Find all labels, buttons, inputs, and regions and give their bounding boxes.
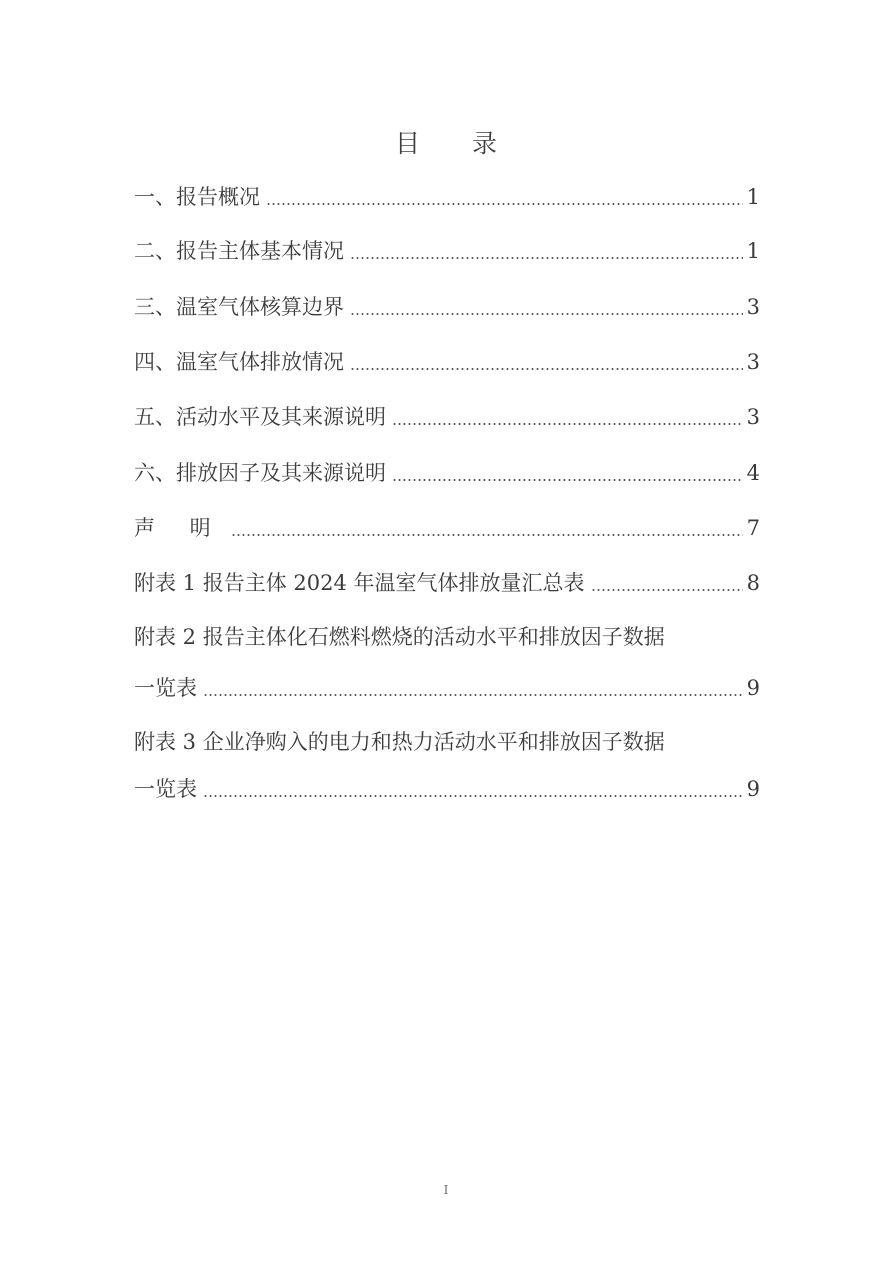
dot-leader <box>392 479 743 481</box>
toc-entry-continuation <box>134 671 760 703</box>
toc-entry-label: 六、排放因子及其来源说明 <box>134 461 386 485</box>
toc-entry-emissions[interactable] <box>134 345 760 377</box>
toc-entry-page: 4 <box>746 461 760 485</box>
toc-entry-accounting-boundary[interactable] <box>134 290 760 322</box>
toc-entry-label: 附表 2 报告主体化石燃料燃烧的活动水平和排放因子数据 <box>134 625 665 649</box>
dot-leader <box>350 257 743 259</box>
toc-entry-declaration[interactable] <box>134 511 760 543</box>
toc-entry-page: 3 <box>746 295 760 319</box>
toc-entry-label: 声 明 <box>134 516 225 540</box>
toc-entry-page: 9 <box>746 676 760 700</box>
toc-entry-label: 四、温室气体排放情况 <box>134 350 344 374</box>
dot-leader <box>231 534 743 536</box>
toc-entry-page: 7 <box>746 516 760 540</box>
toc-entry-continuation <box>134 772 760 804</box>
toc-entry-label: 一、报告概况 <box>134 185 260 209</box>
page-number: I <box>443 1183 449 1197</box>
toc-entry-report-overview[interactable] <box>134 180 760 212</box>
toc-title: 目 录 <box>395 129 519 158</box>
toc-entry-label-continued: 一览表 <box>134 777 197 801</box>
toc-entry-label-continued: 一览表 <box>134 676 197 700</box>
toc-entry-page: 1 <box>746 185 760 209</box>
dot-leader <box>392 423 743 425</box>
dot-leader <box>350 368 743 370</box>
toc-entry-label: 附表 3 企业净购入的电力和热力活动水平和排放因子数据 <box>134 730 665 754</box>
toc-entry-emission-factors[interactable] <box>134 456 760 488</box>
toc-entry-label: 附表 1 报告主体 2024 年温室气体排放量汇总表 <box>134 571 585 595</box>
toc-entry-page: 8 <box>746 571 760 595</box>
dot-leader <box>266 203 743 205</box>
toc-entry-page: 3 <box>746 405 760 429</box>
dot-leader <box>350 313 743 315</box>
toc-entry-page: 1 <box>746 239 760 263</box>
toc-entry-page: 3 <box>746 350 760 374</box>
dot-leader <box>203 694 743 696</box>
toc-entry-appendix-1[interactable] <box>134 566 760 598</box>
toc-entry-label: 三、温室气体核算边界 <box>134 295 344 319</box>
toc-entry-basic-info[interactable] <box>134 234 760 266</box>
toc-entry-activity-level[interactable] <box>134 400 760 432</box>
toc-entry-page: 9 <box>746 777 760 801</box>
dot-leader <box>591 589 743 591</box>
toc-entry-label: 二、报告主体基本情况 <box>134 239 344 263</box>
dot-leader <box>203 795 743 797</box>
toc-entry-label: 五、活动水平及其来源说明 <box>134 405 386 429</box>
